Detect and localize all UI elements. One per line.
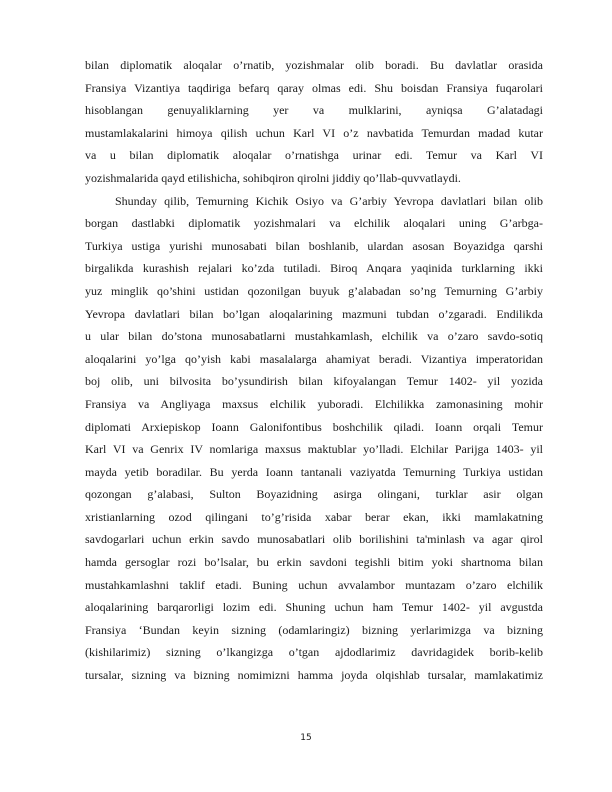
text-line-27: (kishilarimiz) sizning o’lkangizga o’tgan ajdodlarimiz davridagidek borib-kelib [85, 645, 543, 660]
text-line-20: qozongan g’alabasi, Sulton Boyazidning asirga olingani, turklar asir olgan [85, 487, 543, 502]
text-line-6: yozishmalarida qayd etilishicha, sohibqiron qirolni jiddiy qo’llab-quvvatlaydi. [85, 170, 461, 185]
text-line-25: aloqalarining barqarorligi lozim edi. Shuning uchun ham Temur 1402- yil avgustda [85, 600, 543, 615]
text-line-1: bilan diplomatik aloqalar o’rnatib, yozishmalar olib boradi. Bu davlatlar orasida [85, 58, 543, 72]
text-line-5: va u bilan diplomatik aloqalar o’rnatishga urinar edi. Temur va Karl VI [85, 148, 543, 163]
text-line-15: boj olib, uni bilvosita bo’ysundirish bilan kifoyalangan Temur 1402- yil yozida [85, 374, 543, 389]
text-line-13: u ular bilan do’stona munosabatlarni mustahkamlash, elchilik va o’zaro savdo-sotiq [85, 329, 543, 344]
text-line-3: hisoblangan genuyaliklarning yer va mulklarini, ayniqsa G’alatadagi [85, 103, 543, 118]
text-line-4: mustamlakalarini himoya qilish uchun Karl VI o’z navbatida Temurdan madad kutar [85, 125, 543, 140]
text-line-23: hamda gersoglar rozi bo’lsalar, bu erkin savdoni tegishli bitim yoki shartnoma bilan [85, 555, 543, 570]
text-line-26: Fransiya ‘Bundan keyin sizning (odamlaringiz) bizning yerlarimizga va bizning [85, 622, 543, 637]
text-line-9: Turkiya ustiga yurishi munosabati bilan boshlanib, ulardan asosan Boyazidga qarshi [85, 238, 543, 253]
text-line-7: Shunday qilib, Temurning Kichik Osiyo va G’arbiy Yevropa davlatlari bilan olib [115, 193, 543, 208]
text-line-2: Fransiya Vizantiya taqdiriga befarq qaray olmas edi. Shu boisdan Fransiya fuqarolari [85, 80, 543, 95]
text-line-17: diplomati Arxiepiskop Ioann Galonifontibus boshchilik qiladi. Ioann orqali Temur [85, 419, 543, 434]
text-line-14: aloqalarini yo’lga qo’yish kabi masalalarga ahamiyat beradi. Vizantiya imperatoridan [85, 351, 543, 366]
text-line-12: Yevropa davlatlari bilan bo’lgan aloqalarining mazmuni tubdan o’zgaradi. Endilikda [85, 306, 543, 321]
text-line-28: tursalar, sizning va bizning nomimizni hamma joyda olqishlab tursalar, mamlakatimiz [85, 668, 543, 683]
body-text [85, 54, 543, 687]
text-line-22: savdogarlari uchun erkin savdo munosabatlari olib borilishini ta'minlash va agar qirol [85, 532, 543, 547]
page-number: 15 [300, 733, 312, 743]
text-line-16: Fransiya va Angliyaga maxsus elchilik yuboradi. Elchilikka zamonasining mohir [85, 396, 543, 411]
text-line-18: Karl VI va Genrix IV nomlariga maxsus maktublar yo’lladi. Elchilar Parijga 1403- yil [85, 442, 543, 457]
text-line-11: yuz minglik qo’shini ustidan qozonilgan buyuk g’alabadan so’ng Temurning G’arbiy [85, 283, 543, 298]
text-line-10: birgalikda kurashish rejalari ko’zda tutiladi. Biroq Anqara yaqinida turklarning ikki [85, 261, 543, 276]
text-line-8: borgan dastlabki diplomatik yozishmalari va elchilik aloqalari uning G’arbga- [85, 216, 543, 231]
text-line-21: xristianlarning ozod qilingani to’g’risida xabar berar ekan, ikki mamlakatning [85, 509, 543, 524]
text-line-24: mustahkamlashni taklif etadi. Buning uchun avvalambor muntazam o’zaro elchilik [85, 577, 543, 592]
text-line-19: mayda yetib boradilar. Bu yerda Ioann tantanali vaziyatda Temurning Turkiya ustidan [85, 464, 543, 479]
